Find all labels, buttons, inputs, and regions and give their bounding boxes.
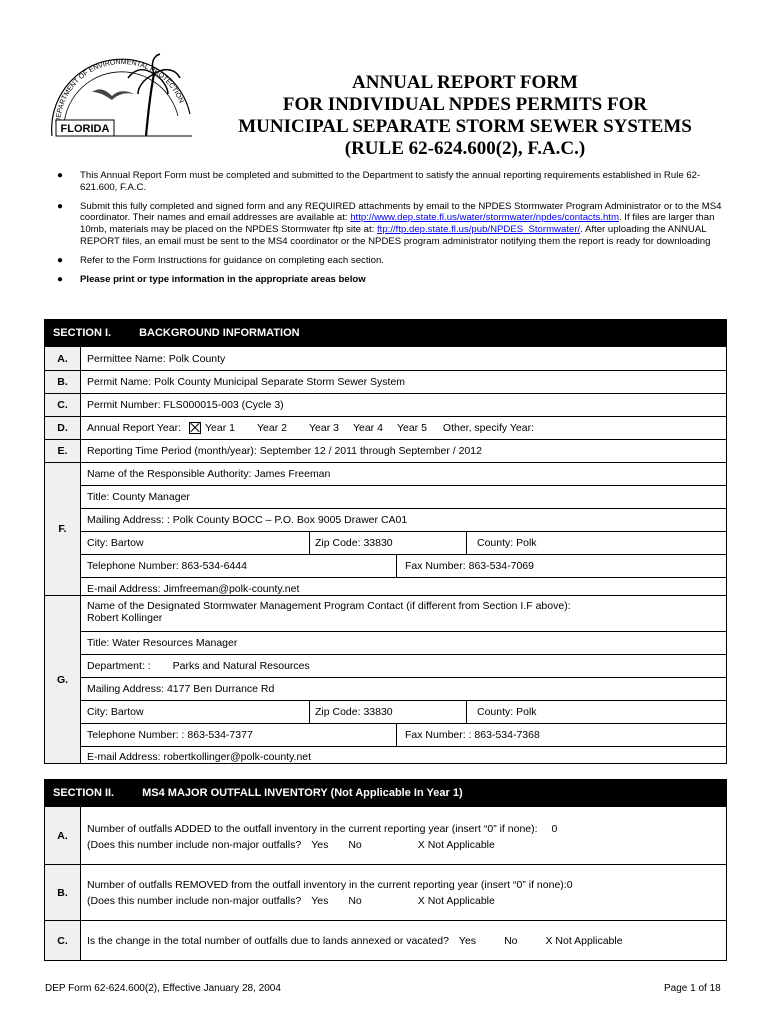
responsible-authority-name[interactable]: Name of the Responsible Authority: James Freeman: [87, 468, 331, 480]
page-number: Page 1 of 18: [664, 983, 721, 994]
instruction-item: ● Please print or type information in the appropriate areas below: [57, 273, 366, 285]
form-title: [185, 72, 745, 160]
checkbox-checked-icon[interactable]: [189, 422, 201, 434]
row-a: A. Permittee Name: Polk County: [45, 346, 726, 370]
form-footer-id: DEP Form 62-624.600(2), Effective January 28, 2004: [45, 983, 281, 994]
stormwater-contact-email[interactable]: E-mail Address: robertkollinger@polk-county.net: [87, 751, 312, 763]
instruction-item: ● Submit this fully completed and signed form and any REQUIRED attachments by email to the NPDES Stormwater Program Administrator or to the MS4 coordinator. Their names and email addresses are available at: http://www.dep.state.fl.us/water/stormwater/npdes/contacts.htm. If files are larger than 10mb, materials may be placed on the NPDES Stormwater ftp site at: ftp://ftp.dep.state.fl.us/pub/NPDES_Stormwater/. After uploading the ANNUAL REPORT files, an email must be sent to the MS4 coordinator or the NPDES program administrator notifying them the report is ready for downloading: [57, 200, 722, 247]
row-g: G. Name of the Designated Stormwater Management Program Contact (if different from Section I.F above): Robert Kollinger Title: Water Resources Manager Department: : Parks and Natural Resources Mailing Address: 4177 Ben Durrance Rd City: Bartow Zip Code: 33830 County: Polk Telephone Number: : 863-534-7377 Fax Number: : 863-534-7368 E-mail Address: robertkollinger@polk-county.net: [45, 595, 726, 763]
not-applicable-option[interactable]: X Not Applicable: [417, 839, 495, 851]
stormwater-contact-title[interactable]: Title: Water Resources Manager: [87, 637, 238, 649]
row-c: C. Permit Number: FLS000015-003 (Cycle 3): [45, 393, 726, 416]
title-line-3: MUNICIPAL SEPARATE STORM SEWER SYSTEMS: [238, 116, 692, 137]
stormwater-contact-fax[interactable]: Fax Number: : 863-534-7368: [405, 729, 540, 741]
bullet-icon: ●: [57, 273, 64, 285]
stormwater-contact-address[interactable]: Mailing Address: 4177 Ben Durrance Rd: [87, 683, 275, 695]
title-line-4: (RULE 62-624.600(2), F.A.C.): [344, 138, 586, 159]
contacts-link[interactable]: http://www.dep.state.fl.us/water/stormwater/npdes/contacts.htm: [350, 212, 619, 224]
not-applicable-option[interactable]: X Not Applicable: [417, 895, 495, 907]
stormwater-contact-name[interactable]: Name of the Designated Stormwater Management Program Contact (if different from Section I.F above): Robert Kollinger: [87, 600, 571, 624]
annexed-vacated[interactable]: Is the change in the total number of outfalls due to lands annexed or vacated? Yes No X Not Applicable: [87, 934, 623, 947]
row-2a: A. Number of outfalls ADDED to the outfall inventory in the current reporting year (insert “0” if none): 0 (Does this number include non-major outfalls? Yes No X Not Applicable: [45, 806, 726, 864]
permit-number[interactable]: Permit Number: FLS000015-003 (Cycle 3): [87, 399, 284, 411]
instructions-list: [55, 170, 725, 292]
instruction-item: ● Refer to the Form Instructions for guidance on completing each section.: [57, 254, 384, 266]
responsible-authority-city[interactable]: City: Bartow: [87, 537, 144, 549]
responsible-authority-address[interactable]: Mailing Address: : Polk County BOCC – P.O. Box 9005 Drawer CA01: [87, 514, 408, 526]
reporting-period[interactable]: Reporting Time Period (month/year): September 12 / 2011 through September / 2012: [87, 445, 482, 457]
no-option[interactable]: No: [504, 934, 518, 947]
section-2-table: [44, 779, 727, 961]
responsible-authority-zip[interactable]: Zip Code: 33830: [315, 537, 393, 549]
responsible-authority-title[interactable]: Title: County Manager: [87, 491, 190, 503]
bullet-icon: ●: [57, 200, 64, 212]
stormwater-contact-department[interactable]: Department: : Parks and Natural Resources: [87, 660, 310, 672]
responsible-authority-county[interactable]: County: Polk: [477, 537, 537, 549]
section-2-header: SECTION II. MS4 MAJOR OUTFALL INVENTORY (Not Applicable In Year 1): [45, 780, 726, 806]
no-option[interactable]: No: [348, 895, 362, 907]
permit-name[interactable]: Permit Name: Polk County Municipal Separate Storm Sewer System: [87, 376, 406, 388]
row-2c: C. Is the change in the total number of outfalls due to lands annexed or vacated? Yes No X Not Applicable: [45, 920, 726, 960]
stormwater-contact-phone[interactable]: Telephone Number: : 863-534-7377: [87, 729, 253, 741]
responsible-authority-fax[interactable]: Fax Number: 863-534-7069: [405, 560, 534, 572]
row-f: F. Name of the Responsible Authority: James Freeman Title: County Manager Mailing Address: : Polk County BOCC – P.O. Box 9005 Drawer CA01 City: Bartow Zip Code: 33830 County: Polk Telephone Number: 863-534-6444 Fax Number: 863-534-7069 E-mail Address: Jimfreeman@polk-county.net: [45, 462, 726, 595]
stormwater-contact-zip[interactable]: Zip Code: 33830: [315, 706, 393, 718]
other-year-option[interactable]: Other, specify Year:: [442, 422, 534, 434]
ftp-link[interactable]: ftp://ftp.dep.state.fl.us/pub/NPDES_Stormwater/: [377, 224, 581, 236]
row-b: B. Permit Name: Polk County Municipal Separate Storm Sewer System: [45, 370, 726, 393]
year-2-option[interactable]: Year 2: [256, 422, 287, 434]
year-5-option[interactable]: Year 5: [396, 422, 427, 434]
svg-text:DEPARTMENT OF ENVIRONMENTAL PR: EPARTMENT OF ENVIRONMENTAL PROTECTION: [55, 58, 185, 119]
section-1-header: SECTION I. BACKGROUND INFORMATION: [45, 320, 726, 346]
yes-option[interactable]: Yes: [311, 895, 329, 907]
yes-option[interactable]: Yes: [311, 839, 329, 851]
no-option[interactable]: No: [348, 839, 362, 851]
not-applicable-option[interactable]: X Not Applicable: [545, 934, 623, 947]
yes-option[interactable]: Yes: [458, 934, 477, 947]
bullet-icon: ●: [57, 170, 64, 181]
outfalls-added-value: 0: [551, 823, 558, 835]
stormwater-contact-county[interactable]: County: Polk: [477, 706, 537, 718]
instruction-item: ● This Annual Report Form must be completed and submitted to the Department to satisfy the annual reporting requirements established in Rule 62-621.600, F.A.C.: [57, 170, 701, 193]
responsible-authority-email[interactable]: E-mail Address: Jimfreeman@polk-county.net: [87, 582, 300, 595]
section-1-table: [44, 319, 727, 764]
annual-report-year: Annual Report Year: Year 1 Year 2 Year 3 Year 4 Year 5 Other, specify Year:: [87, 422, 534, 434]
florida-dep-seal: [42, 44, 192, 144]
stormwater-contact-city[interactable]: City: Bartow: [87, 706, 144, 718]
row-2b: B. Number of outfalls REMOVED from the outfall inventory in the current reporting year (insert “0” if none):0 (Does this number include non-major outfalls? Yes No X Not Applicable: [45, 864, 726, 920]
year-3-option[interactable]: Year 3: [308, 422, 339, 434]
outfalls-removed[interactable]: Number of outfalls REMOVED from the outfall inventory in the current reporting year (insert “0” if none):0 (Does this number include non-major outfalls? Yes No X Not Applicable: [87, 879, 573, 907]
permittee-name[interactable]: Permittee Name: Polk County: [87, 352, 226, 365]
responsible-authority-phone[interactable]: Telephone Number: 863-534-6444: [87, 560, 247, 572]
title-line-2: FOR INDIVIDUAL NPDES PERMITS FOR: [282, 94, 648, 115]
row-d: D. Annual Report Year: Year 1 Year 2 Year 3 Year 4 Year 5 Other, specify Year:: [45, 416, 726, 439]
year-1-option[interactable]: Year 1: [205, 422, 235, 434]
year-4-option[interactable]: Year 4: [352, 422, 383, 434]
title-line-1: ANNUAL REPORT FORM: [352, 72, 578, 93]
outfalls-added[interactable]: Number of outfalls ADDED to the outfall inventory in the current reporting year (insert “0” if none): 0 (Does this number include non-major outfalls? Yes No X Not Applicable: [87, 823, 558, 851]
row-e: E. Reporting Time Period (month/year): September 12 / 2011 through September / 2012: [45, 439, 726, 462]
bullet-icon: ●: [57, 254, 64, 266]
seal-state-text: FLORIDA: [60, 123, 110, 135]
